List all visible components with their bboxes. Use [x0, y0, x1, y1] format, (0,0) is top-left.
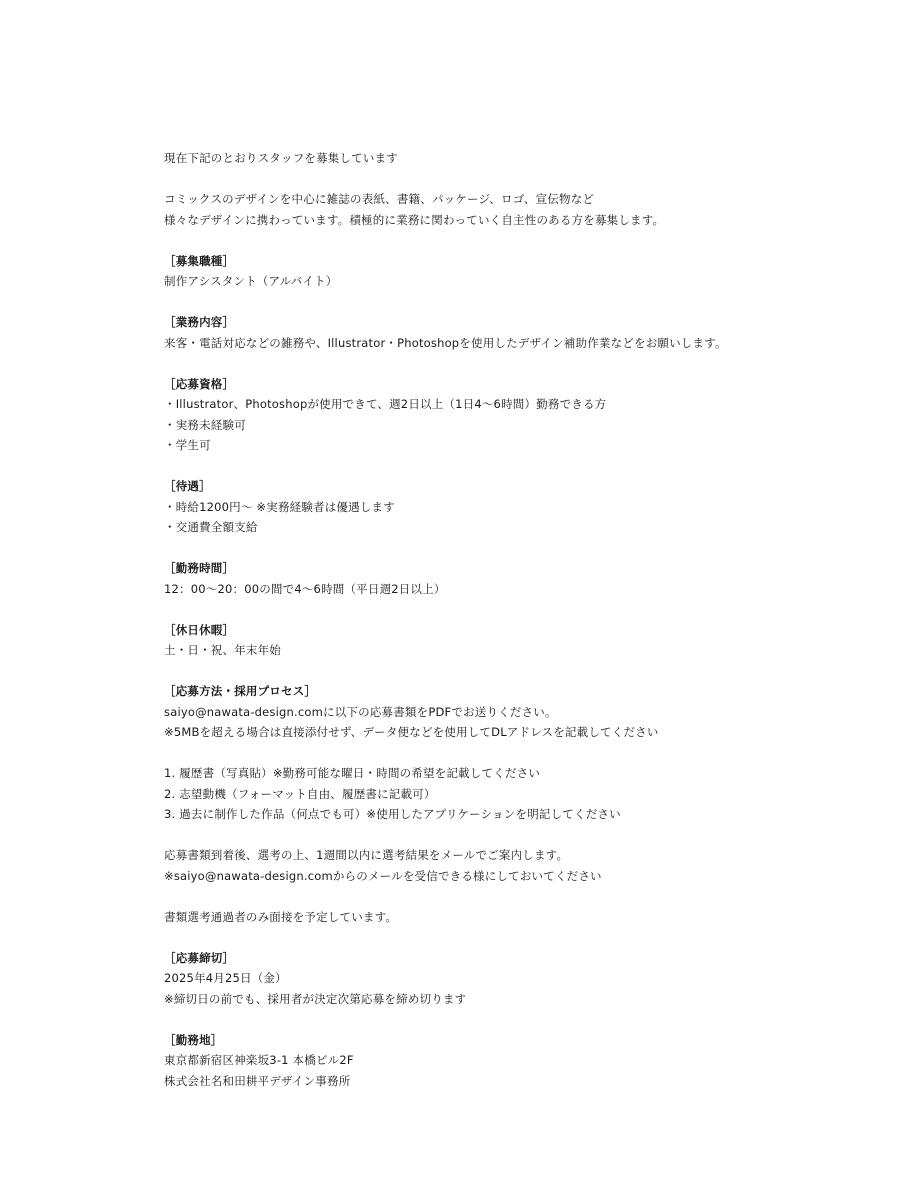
- application-text: saiyo@nawata-design.comに以下の応募書類をPDFでお送りください。: [164, 704, 557, 719]
- intro-line: 現在下記のとおりスタッフを募集しています: [164, 151, 398, 165]
- spacer: [164, 886, 864, 907]
- spacer: [164, 661, 864, 682]
- section-heading-duties: ［業務内容］: [164, 315, 235, 329]
- spacer: [164, 1009, 864, 1030]
- qualification-item: ・Illustrator、Photoshopが使用できて、週2日以上（1日4〜6時間）勤務できる方: [164, 397, 607, 411]
- application-note: ※5MBを超える場合は直接添付せず、データ便などを使用してDLアドレスを記載してください: [164, 725, 659, 739]
- section-heading-position: ［募集職種］: [164, 253, 235, 268]
- document-item: 2. 志望動機（フォーマット自由、履歴書に記載可）: [164, 786, 436, 801]
- section-heading-application: ［応募方法・採用プロセス］: [164, 684, 317, 698]
- compensation-item: ・交通費全額支給: [164, 520, 258, 534]
- spacer: [164, 353, 864, 374]
- hours-text: 12：00〜20：00の間で4〜6時間（平日週2日以上）: [164, 581, 446, 596]
- interview-text: 書類選考通過者のみ面接を予定しています。: [164, 909, 398, 924]
- followup-note: ※saiyo@nawata-design.comからのメールを受信できる様にしておいてください: [164, 868, 602, 883]
- spacer: [164, 825, 864, 846]
- spacer: [164, 538, 864, 559]
- followup-text: 応募書類到着後、選考の上、1週間以内に選考結果をメールでご案内します。: [164, 848, 569, 862]
- spacer: [164, 292, 864, 313]
- section-heading-qualifications: ［応募資格］: [164, 376, 235, 391]
- spacer: [164, 927, 864, 948]
- location-company: 株式会社名和田耕平デザイン事務所: [164, 1073, 351, 1088]
- location-address: 東京都新宿区神楽坂3-1 本橋ビル2F: [164, 1053, 354, 1067]
- spacer: [164, 743, 864, 764]
- intro-line: 様々なデザインに携わっています。積極的に業務に関わっていく自主性のある方を募集します。: [164, 212, 665, 227]
- intro-line: コミックスのデザインを中心に雑誌の表紙、書籍、パッケージ、ロゴ、宣伝物など: [164, 192, 595, 206]
- job-posting: [164, 148, 864, 1091]
- document-item: 3. 過去に制作した作品（何点でも可）※使用したアプリケーションを明記してください: [164, 807, 621, 821]
- duties-text: 来客・電話対応などの雑務や、Illustrator・Photoshopを使用したデザイン補助作業などをお願いします。: [164, 335, 727, 350]
- qualification-item: ・実務未経験可: [164, 417, 246, 432]
- qualification-item: ・学生可: [164, 438, 211, 452]
- spacer: [164, 456, 864, 477]
- compensation-item: ・時給1200円〜 ※実務経験者は優遇します: [164, 499, 395, 514]
- spacer: [164, 230, 864, 251]
- section-heading-hours: ［勤務時間］: [164, 561, 235, 575]
- section-heading-deadline: ［応募締切］: [164, 950, 235, 965]
- deadline-note: ※締切日の前でも、採用者が決定次第応募を締め切ります: [164, 991, 467, 1006]
- spacer: [164, 169, 864, 190]
- position-text: 制作アシスタント（アルバイト）: [164, 274, 338, 288]
- section-heading-location: ［勤務地］: [164, 1032, 223, 1047]
- holidays-text: 土・日・祝、年末年始: [164, 643, 281, 657]
- section-heading-holidays: ［休日休暇］: [164, 622, 235, 637]
- deadline-date: 2025年4月25日（金）: [164, 971, 287, 985]
- section-heading-compensation: ［待遇］: [164, 479, 211, 493]
- spacer: [164, 599, 864, 620]
- document-item: 1. 履歴書（写真貼）※勤務可能な曜日・時間の希望を記載してください: [164, 766, 541, 780]
